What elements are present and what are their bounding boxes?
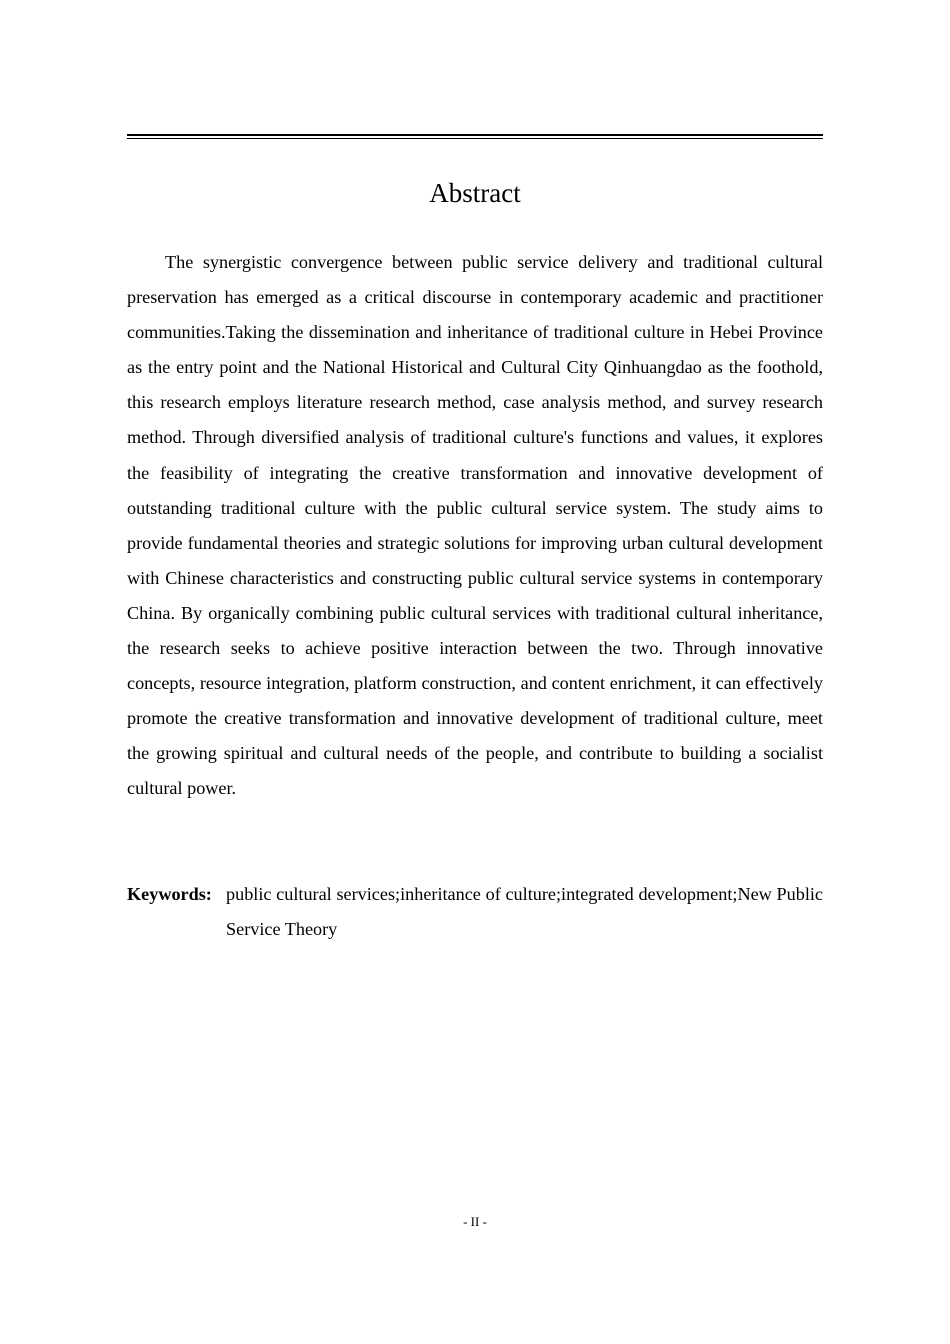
header-rule-thick bbox=[127, 134, 823, 136]
keywords-label: Keywords: bbox=[127, 884, 212, 904]
page-number: - II - bbox=[463, 1214, 487, 1229]
header-rule-thin bbox=[127, 138, 823, 139]
keywords-text: public cultural services;inheritance of culture;integrated development;New Public Service Theory bbox=[226, 884, 823, 940]
keywords-section bbox=[127, 877, 823, 947]
page-title: Abstract bbox=[429, 178, 521, 208]
abstract-paragraph: The synergistic convergence between public service delivery and traditional cultural preservation has emerged as a critical discourse in contemporary academic and practitioner communities.Taking the dissemination and inheritance of traditional culture in Hebei Province as the entry point and the National Historical and Cultural City Qinhuangdao as the foothold, this research employs literature research method, case analysis method, and survey research method. Through diversified analysis of traditional culture's functions and values, it explores the feasibility of integrating the creative transformation and innovative development of outstanding traditional culture with the public cultural service system. The study aims to provide fundamental theories and strategic solutions for improving urban cultural development with Chinese characteristics and constructing public cultural service systems in contemporary China. By organically combining public cultural services with traditional cultural inheritance, the research seeks to achieve positive interaction between the two. Through innovative concepts, resource integration, platform construction, and content enrichment, it can effectively promote the creative transformation and innovative development of traditional culture, meet the growing spiritual and cultural needs of the people, and contribute to building a socialist cultural power. bbox=[127, 252, 823, 799]
